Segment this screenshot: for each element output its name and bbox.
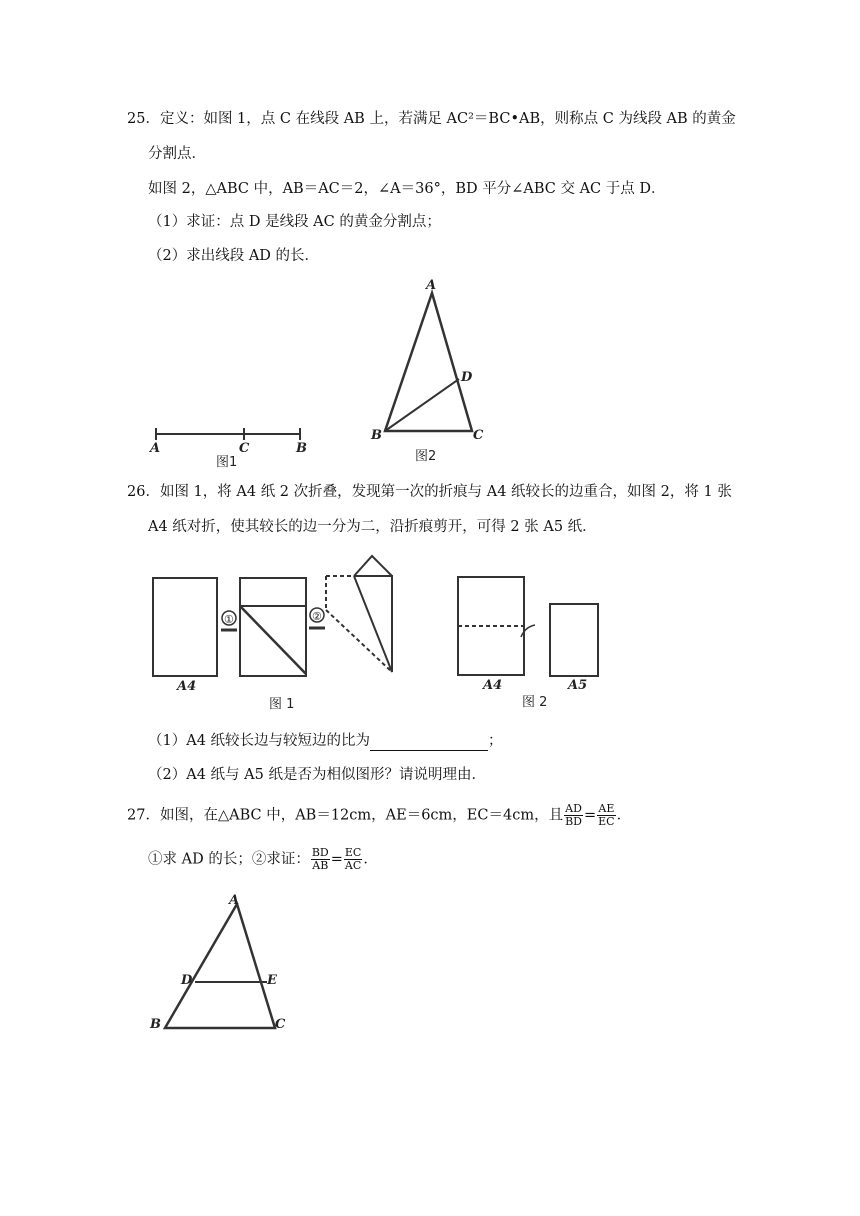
q26-fig1-step1: ① — [224, 613, 234, 626]
q26-answer-blank — [370, 736, 488, 751]
q27-end: ． — [616, 807, 632, 824]
q27-fraction-ec-ac — [344, 847, 362, 872]
q25-part1: （1）求证：点 D 是线段 AC 的黄金分割点； — [148, 214, 441, 230]
q27-frac2-num: AE — [598, 802, 615, 815]
q27-text: 如图，在△ABC 中，AB＝12cm，AE＝6cm，EC＝4cm，且 — [159, 807, 564, 824]
q25-line1 — [127, 109, 736, 129]
q25-part2: （2）求出线段 AD 的长． — [148, 248, 320, 264]
q27-figure — [145, 888, 305, 1038]
q26-fig1-step2: ② — [312, 610, 322, 623]
q27-frac3-num: BD — [311, 846, 329, 859]
q26-fig2-caption: 图 2 — [522, 695, 548, 710]
q27-frac1-den: BD — [565, 815, 582, 828]
q25-fig2-point-b: B — [371, 428, 382, 443]
q25-number: 25． — [127, 111, 160, 127]
q26-figure2 — [445, 565, 615, 715]
q25-given: 如图 2，△ABC 中，AB＝AC＝2，∠A＝36°，BD 平分∠ABC 交 AC 于点 D． — [148, 181, 666, 197]
q27-end-2: ． — [363, 851, 378, 868]
q27-point-b: B — [150, 1017, 161, 1032]
q26-line1 — [127, 482, 732, 502]
q27-frac3-den: AB — [312, 859, 329, 872]
q27-tasks: ①求 AD 的长；②求证： — [148, 851, 310, 868]
q27-line1 — [127, 803, 631, 828]
q27-line2 — [148, 847, 378, 872]
q25-fig2-point-a: A — [426, 278, 437, 293]
q26-figure1 — [140, 550, 410, 720]
q26-text2: A4 纸对折，使其较长的边一分为二，沿折痕剪开，可得 2 张 A5 纸． — [148, 519, 597, 535]
q26-fig2-a5-label: A5 — [568, 678, 588, 693]
q25-fig2-caption: 图2 — [415, 449, 437, 464]
q25-definition-text: 定义：如图 1，点 C 在线段 AB 上，若满足 AC²＝BC•AB，则称点 C 为线段 AB 的黄金 — [159, 111, 736, 127]
q26-part1-end: ； — [488, 733, 503, 749]
q27-number: 27． — [127, 807, 160, 824]
q27-point-d: D — [181, 973, 193, 988]
q26-fig1-a4-label: A4 — [177, 679, 197, 694]
q26-part1 — [148, 731, 503, 751]
q27-fraction-ae-ec — [597, 803, 615, 828]
q27-frac4-num: EC — [344, 846, 362, 859]
q25-fig1-caption: 图1 — [216, 455, 238, 470]
q25-figure1 — [140, 420, 330, 470]
q27-point-a: A — [229, 893, 240, 908]
q27-equals: = — [583, 807, 597, 824]
q26-part2: （2）A4 纸与 A5 纸是否为相似图形？请说明理由． — [148, 767, 486, 783]
q26-text1: 如图 1，将 A4 纸 2 次折叠，发现第一次的折痕与 A4 纸较长的边重合，如图 2，将 1 张 — [159, 484, 732, 500]
q25-fig1-point-a: A — [150, 441, 161, 456]
q25-fig1-point-c: C — [239, 441, 250, 456]
q27-point-c: C — [275, 1017, 286, 1032]
q26-fig1-caption: 图 1 — [269, 697, 295, 712]
q27-equals-2: = — [330, 851, 343, 868]
q26-part1-text: （1）A4 纸较长边与较短边的比为 — [148, 733, 371, 749]
q26-number: 26． — [127, 484, 160, 500]
q25-fig1-point-b: B — [296, 441, 307, 456]
q27-fraction-ad-bd — [564, 803, 583, 828]
q25-figure2 — [365, 275, 505, 470]
q25-definition-cont: 分割点． — [148, 146, 206, 162]
q25-fig2-point-d: D — [461, 370, 473, 385]
q25-fig2-point-c: C — [473, 428, 484, 443]
q27-frac2-den: EC — [598, 815, 615, 828]
q27-frac4-den: AC — [344, 859, 362, 872]
q27-fraction-bd-ab — [311, 847, 330, 872]
q27-frac1-num: AD — [565, 802, 582, 815]
q26-fig2-a4-label: A4 — [483, 678, 503, 693]
q27-point-e: E — [267, 973, 277, 988]
